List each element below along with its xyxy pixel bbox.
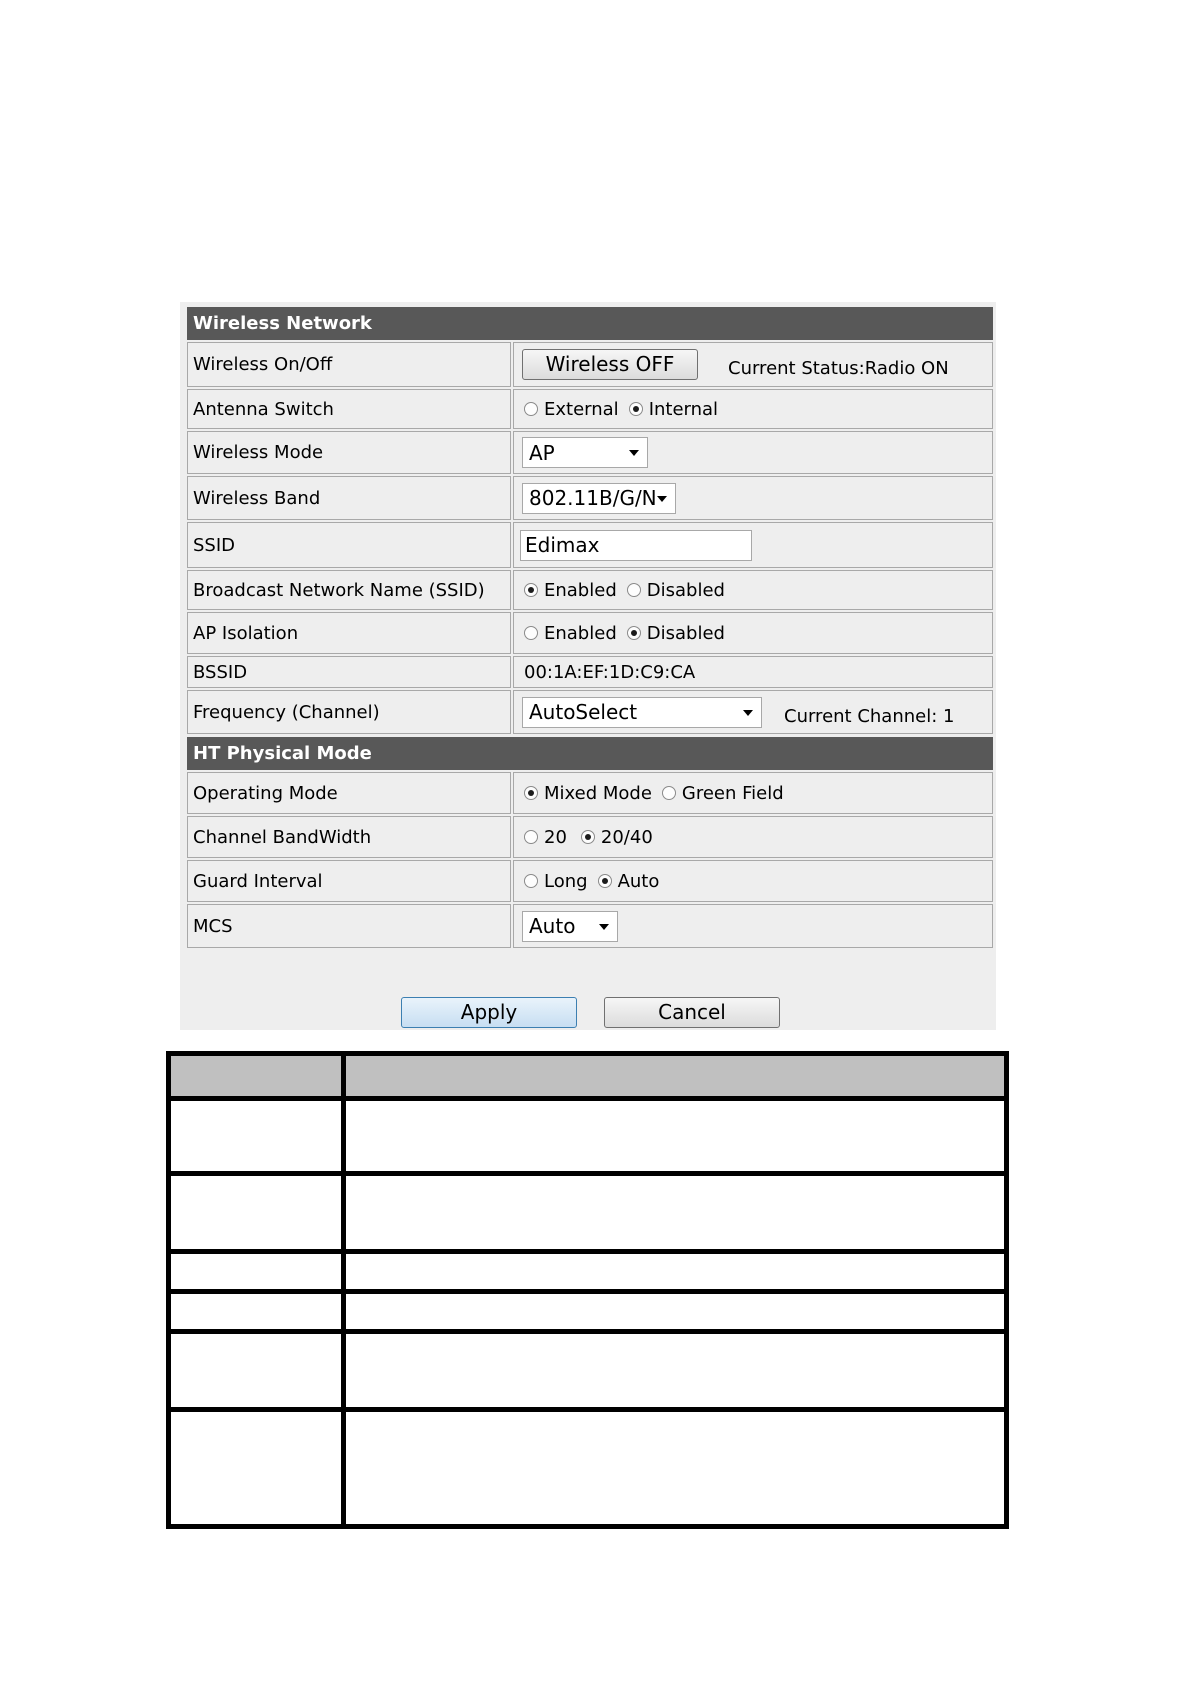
row-channel-bandwidth [187, 816, 993, 858]
row-wireless-band [187, 476, 993, 520]
bandwidth-20-option[interactable] [524, 827, 567, 848]
description-table-header [171, 1056, 1004, 1101]
row-bssid [187, 656, 993, 688]
isolation-disabled-radio[interactable] [627, 626, 641, 640]
isolation-disabled-label: Disabled [646, 622, 725, 644]
row-wireless-mode [187, 431, 993, 474]
antenna-switch-label: Antenna Switch [187, 389, 511, 429]
mcs-select[interactable] [522, 911, 618, 942]
wireless-off-button[interactable]: Wireless OFF [522, 349, 698, 380]
row-broadcast-ssid [187, 570, 993, 610]
row-antenna-switch [187, 389, 993, 429]
guard-auto-option[interactable] [598, 871, 660, 892]
table-row-divider [171, 1407, 1004, 1412]
chevron-down-icon [599, 924, 609, 930]
bssid-value: 00:1A:EF:1D:C9:CA [513, 656, 993, 688]
row-ssid [187, 522, 993, 568]
wireless-mode-selected: AP [529, 440, 555, 465]
section-header-ht-physical-mode: HT Physical Mode [187, 737, 993, 770]
wireless-mode-value [513, 431, 993, 474]
bandwidth-2040-option[interactable] [581, 827, 653, 848]
mcs-selected: Auto [529, 914, 576, 938]
radio-status-text: Current Status:Radio ON [728, 358, 949, 379]
table-row-divider [171, 1249, 1004, 1254]
table-row-divider [171, 1171, 1004, 1176]
mixed-mode-option[interactable] [524, 783, 652, 804]
guard-auto-radio[interactable] [598, 874, 612, 888]
bandwidth-2040-label: 20/40 [600, 826, 653, 848]
bandwidth-20-label: 20 [544, 826, 567, 848]
broadcast-ssid-value [513, 570, 993, 610]
ssid-input[interactable]: Edimax [520, 530, 752, 561]
operating-mode-value [513, 772, 993, 814]
isolation-disabled-option[interactable] [627, 623, 725, 644]
isolation-enabled-label: Enabled [544, 622, 617, 644]
wireless-mode-label: Wireless Mode [187, 431, 511, 474]
antenna-internal-label: Internal [648, 398, 719, 420]
green-field-option[interactable] [662, 783, 784, 804]
channel-bandwidth-label: Channel BandWidth [187, 816, 511, 858]
table-row-divider [171, 1329, 1004, 1334]
row-wireless-onoff [187, 342, 993, 387]
broadcast-enabled-label: Enabled [544, 579, 617, 601]
bandwidth-20-radio[interactable] [524, 830, 538, 844]
chevron-down-icon [629, 450, 639, 456]
section-header-wireless-network: Wireless Network [187, 307, 993, 340]
mixed-mode-radio[interactable] [524, 786, 538, 800]
ap-isolation-label: AP Isolation [187, 612, 511, 654]
wireless-band-select[interactable] [522, 483, 676, 514]
mixed-mode-label: Mixed Mode [544, 782, 652, 804]
guard-long-label: Long [544, 870, 588, 892]
broadcast-disabled-option[interactable] [627, 580, 725, 601]
guard-interval-value [513, 860, 993, 902]
guard-long-option[interactable] [524, 871, 588, 892]
table-row-divider [171, 1289, 1004, 1294]
table-column-divider [341, 1056, 346, 1524]
operating-mode-label: Operating Mode [187, 772, 511, 814]
antenna-internal-option[interactable] [629, 399, 718, 420]
mcs-value [513, 904, 993, 948]
wireless-onoff-value [513, 342, 993, 387]
wireless-band-value [513, 476, 993, 520]
chevron-down-icon [743, 710, 753, 716]
wireless-mode-select[interactable] [522, 437, 648, 468]
guard-interval-label: Guard Interval [187, 860, 511, 902]
channel-bandwidth-value [513, 816, 993, 858]
mcs-label: MCS [187, 904, 511, 948]
bandwidth-2040-radio[interactable] [581, 830, 595, 844]
row-guard-interval [187, 860, 993, 902]
antenna-internal-radio[interactable] [629, 402, 643, 416]
frequency-value [513, 690, 993, 734]
bssid-label: BSSID [187, 656, 511, 688]
isolation-enabled-radio[interactable] [524, 626, 538, 640]
isolation-enabled-option[interactable] [524, 623, 617, 644]
cancel-button[interactable]: Cancel [604, 997, 780, 1028]
antenna-switch-value [513, 389, 993, 429]
ap-isolation-value [513, 612, 993, 654]
broadcast-ssid-label: Broadcast Network Name (SSID) [187, 570, 511, 610]
current-channel-text: Current Channel: 1 [784, 705, 955, 727]
ssid-label: SSID [187, 522, 511, 568]
chevron-down-icon [657, 496, 667, 502]
guard-auto-label: Auto [617, 870, 660, 892]
wireless-settings-panel [180, 302, 996, 1030]
row-mcs [187, 904, 993, 948]
row-operating-mode [187, 772, 993, 814]
guard-long-radio[interactable] [524, 874, 538, 888]
green-field-radio[interactable] [662, 786, 676, 800]
antenna-external-radio[interactable] [524, 402, 538, 416]
broadcast-enabled-radio[interactable] [524, 583, 538, 597]
frequency-label: Frequency (Channel) [187, 690, 511, 734]
broadcast-disabled-radio[interactable] [627, 583, 641, 597]
green-field-label: Green Field [681, 782, 784, 804]
wireless-band-label: Wireless Band [187, 476, 511, 520]
description-table [166, 1051, 1009, 1529]
row-ap-isolation [187, 612, 993, 654]
frequency-select[interactable] [522, 697, 762, 728]
ssid-value [513, 522, 993, 568]
frequency-selected: AutoSelect [529, 700, 638, 724]
row-frequency [187, 690, 993, 734]
wireless-band-selected: 802.11B/G/N [529, 486, 657, 510]
wireless-onoff-label: Wireless On/Off [187, 342, 511, 387]
antenna-external-label: External [544, 398, 619, 420]
antenna-external-option[interactable] [524, 399, 619, 420]
apply-button[interactable]: Apply [401, 997, 577, 1028]
broadcast-enabled-option[interactable] [524, 580, 617, 601]
broadcast-disabled-label: Disabled [646, 579, 725, 601]
